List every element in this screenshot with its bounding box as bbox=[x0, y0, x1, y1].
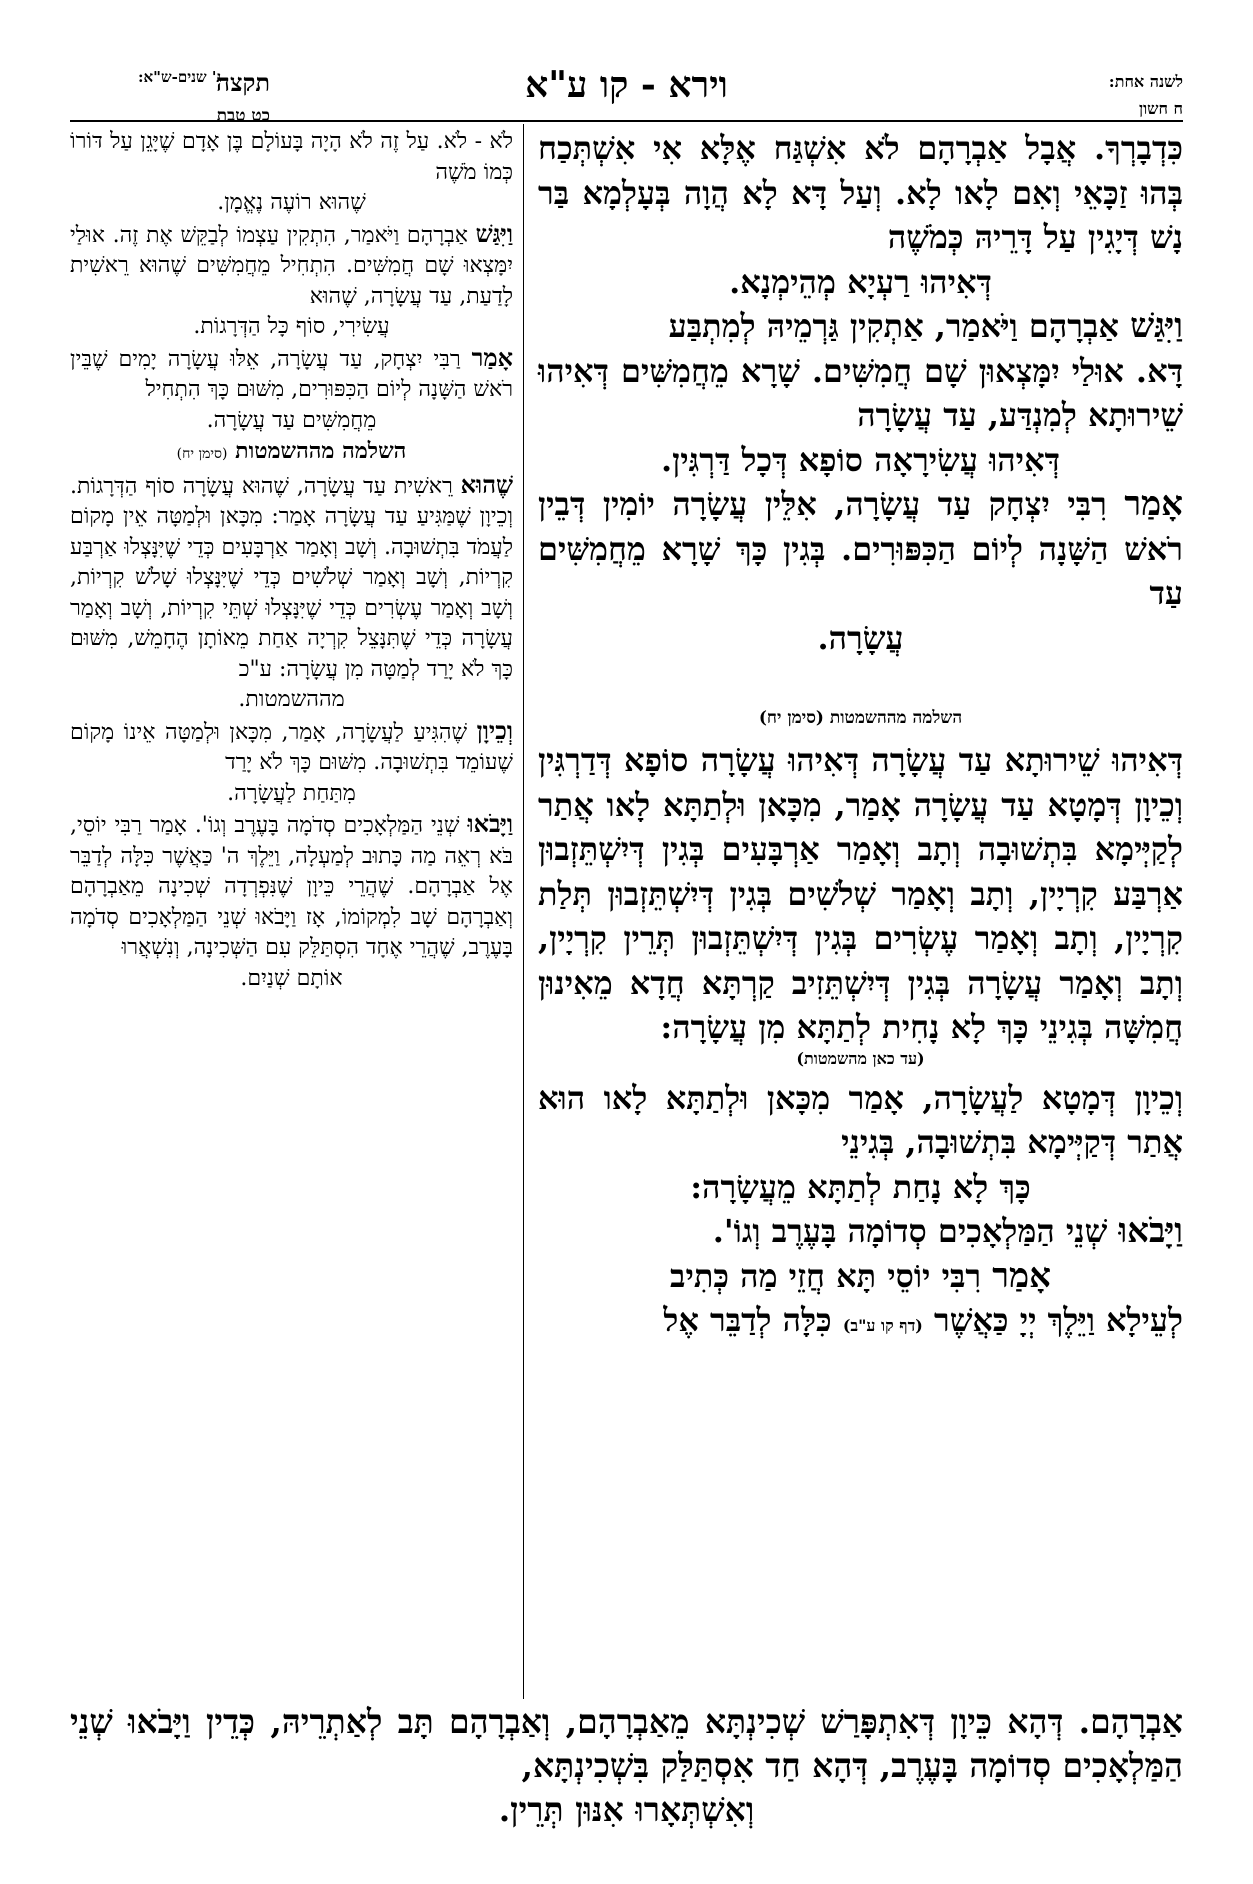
side-text: רַבִּי יִצְחָק, עַד עֲשָׂרָה, אֵלּוּ עֲשָׂרָה יָמִים שֶׁבֵּין רֹאשׁ הַשָּׁנָה לְיוֹם הַכִּפּוּרִים, מִשּׁוּם כָּךְ הִתְחִיל bbox=[70, 346, 513, 402]
side-text: אַבְרָהָם וַיֹּאמַר, הִתְקִין עַצְמוֹ לְבַקֵּשׁ אֶת זֶה. אוּלַי יִמָּצְאוּ שָׁם חֲמִשִּׁים. הִתְחִיל מֵחֲמִשִּׁים שֶׁהוּא רֵאשִׁית לָדַעַת, עַד עֲשָׂרָה, שֶׁהוּא bbox=[70, 222, 513, 309]
page-reference: (דף קו ע"ב) bbox=[842, 1316, 923, 1335]
main-paragraph bbox=[538, 1298, 1183, 1349]
main-paragraph-end: עֲשָׂרָה. bbox=[817, 618, 904, 657]
main-paragraph: וְכֵיוָן דְּמָטָא לַעֲשָׂרָה, אָמַר מִכָּאן וּלְתַתָּא לָאו הוּא אֲתַר דְּקַיְּימָא בִּתְשׁוּבָה, בְּגִינֵי bbox=[538, 1078, 1183, 1161]
side-column-translation bbox=[70, 127, 513, 994]
page-header bbox=[70, 60, 1183, 126]
end-note: (עד כאן מהשמטות) bbox=[796, 1048, 925, 1068]
header-cycle-meta: ג' שנים-ש"א: bbox=[138, 68, 222, 86]
bottom-full-width-text bbox=[70, 1700, 1183, 1832]
header-rule bbox=[70, 120, 1183, 122]
column-divider bbox=[523, 124, 524, 1699]
main-paragraph: דְּאִיהוּ שֵׁירוּתָא עַד עֲשָׂרָה דְּאִיהוּ עֲשָׂרָה סוֹפָא דְּדַרְגִּין וְכֵיוָן דְּמָטָא עַד עֲשָׂרָה אָמַר, מִכָּאן וּלְתַתָּא לָאו אֲתַר לְקַיְּימָא בִּתְשׁוּבָה וְתָב וְאָמַר אַרְבָּעִים בְּגִין דְּיִשְׁתֵּזְבוּן אַרְבַּע קִרְיָין, וְתָב וְאָמַר שְׁלֹשִׁים בְּגִין דְּיִשְׁתֵּזְבוּן תְּלַת קִרְיָין, וְתָב וְאָמַר עֶשְׂרִים בְּגִין דְּיִשְׁתֵּזְבוּן תְּרֵין קִרְיָין, וְתָב וְאָמַר עֲשָׂרָה בְּגִין דְּיִשְׁתֵּזִיב קַרְתָּא חֲדָא מֵאִינוּן חֲמִשָּׁה בְּגִינֵי כָּךְ לָא נָחִית לְתַתָּא מִן עֲשָׂרָה: bbox=[538, 741, 1183, 1046]
main-paragraph bbox=[538, 126, 1183, 260]
bottom-paragraph-end: וְאִשְׁתְּאָרוּ אִנּוּן תְּרֵין. bbox=[498, 1790, 755, 1829]
lead-word: וַיָּבֹאוּ bbox=[467, 809, 513, 838]
side-paragraph bbox=[70, 809, 513, 964]
main-text: כִּלָּה לְדַבֵּר אֶל bbox=[663, 1301, 843, 1339]
side-text: שְׁנֵי הַמַּלְאָכִים סְדֹמָה בָּעֶרֶב וְגוֹ'. אָמַר רַבִּי יוֹסֵי, בֹּא רְאֵה מַה כָּתוּב לְמַעְלָה, וַיֵּלֶךְ ה' כַּאֲשֶׁר כִּלָּה לְדַבֵּר אֶל אַבְרָהָם. שֶׁהֲרֵי כֵּיוָן שֶׁנִּפְרְדָה שְׁכִינָה מֵאַבְרָהָם וְאַבְרָהָם שָׁב לִמְקוֹמוֹ, אָז וַיָּבֹאוּ שְׁנֵי הַמַּלְאָכִים סְדֹמָה בָּעֶרֶב, שֶׁהֲרֵי אֶחָד הִסְתַּלֵּק עִם הַשְּׁכִינָה, וְנִשְׁאֲרוּ bbox=[70, 813, 513, 960]
lead-word: וְכֵיוָן bbox=[476, 715, 513, 745]
header-date-right: ח חשון bbox=[1138, 99, 1183, 118]
main-text: רִבִּי יוֹסֵי תָּא חֲזֵי מַה כְּתִיב bbox=[670, 1256, 993, 1295]
main-paragraph bbox=[538, 304, 1183, 349]
main-paragraph bbox=[538, 1254, 1183, 1299]
main-paragraph-end: דְּאִיהוּ רַעְיָא מְהֵימְנָא. bbox=[729, 262, 992, 301]
section-heading bbox=[70, 436, 513, 470]
side-paragraph bbox=[70, 219, 513, 313]
lead-word: וַיִּגַּשׁ bbox=[1130, 306, 1183, 346]
main-paragraph-end: דְּאִיהוּ עֲשִׂירָאָה סוֹפָא דְּכָל דַּרְגִּין. bbox=[660, 440, 1060, 479]
main-paragraph: דָּא. אוּלַי יִמָּצְאוּן שָׁם חֲמִשִּׁים. שָׁרָא מֵחֲמִשִּׁים דְּאִיהוּ שֵׁירוּתָא לְמִנְדַּע, עַד עֲשָׂרָה bbox=[538, 351, 1183, 434]
lead-word: וַיָּבֹאוּ bbox=[1118, 1211, 1183, 1251]
side-paragraph-end: אוֹתָם שְׁנַיִם. bbox=[240, 965, 343, 991]
header-cycle-label: לשנה אחת: bbox=[1108, 72, 1183, 91]
side-text: שֶׁהִגִּיעַ לַעֲשָׂרָה, אָמַר, מִכָּאן וּלְמַטָּה אֵינוֹ מָקוֹם שֶׁעוֹמֵד בִּתְשׁוּבָה. מִשּׁוּם כָּךְ לֹא יָרַד bbox=[70, 719, 513, 775]
lead-word: אָמַר bbox=[992, 1255, 1051, 1296]
main-paragraph-end: כָּךְ לָא נָחַת לְתַתָּא מֵעֲשָׂרָה: bbox=[690, 1167, 1031, 1206]
lead-word: אָמַר bbox=[1124, 484, 1183, 524]
side-text: רֵאשִׁית עַד עֲשָׂרָה, שֶׁהוּא עֲשָׂרָה סוֹף הַדְּרָגוֹת. וְכֵיוָן שֶׁמַּגִּיעַ עַד עֲשָׂרָה אָמַר: מִכָּאן וּלְמַטָּה אֵין מָקוֹם לַעֲמֹד בִּתְשׁוּבָה. וְשָׁב וְאָמַר אַרְבָּעִים כְּדֵי שֶׁיִּנָּצְלוּ אַרְבַּע קִרְיוֹת, וְשָׁב וְאָמַר שְׁלֹשִׁים כְּדֵי שֶׁיִּנָּצְלוּ שָׁלֹשׁ קִרְיוֹת, וְשָׁב וְאָמַר עֶשְׂרִים כְּדֵי שֶׁיִּנָּצְלוּ שְׁתֵּי קִרְיוֹת, וְשָׁב וְאָמַר עֲשָׂרָה כְּדֵי שֶׁתִּנָּצֵל קִרְיָה אַחַת מֵאוֹתָן הֶחָמֵשׁ, מִשּׁוּם כָּךְ לֹא יָרַד לְמַטָּה מִן עֲשָׂרָה: ע"כ bbox=[70, 473, 513, 682]
header-page-number: תקצה bbox=[216, 68, 270, 97]
main-paragraph bbox=[538, 1209, 1183, 1254]
main-column-aramaic bbox=[538, 126, 1183, 1349]
header-date-left: כט טבת bbox=[216, 106, 270, 126]
section-heading: השלמה מההשמטות (סימן יח) bbox=[758, 708, 963, 728]
side-paragraph-end: מההשמטות. bbox=[238, 687, 345, 712]
side-paragraph-end: שֶׁהוּא רוֹעֶה נֶאֱמָן. bbox=[217, 190, 366, 215]
main-text: אַבְרָהָם וַיֹּאמַר, אַתְקִין גַּרְמֵיהּ לְמִתְבַּע bbox=[668, 307, 1131, 345]
side-paragraph bbox=[70, 716, 513, 779]
main-text: שְׁנֵי הַמַּלְאָכִים סְדוֹמָה בָּעֶרֶב וְגוֹ'. bbox=[712, 1212, 1119, 1250]
page-title: וירא - קו ע"א bbox=[525, 64, 728, 106]
main-text: לְעֵילָא וַיֵּלֶךְ יְיָ כַּאֲשֶׁר bbox=[922, 1301, 1183, 1339]
side-paragraph-end: עֲשִׂירִי, סוֹף כָּל הַדְּרָגוֹת. bbox=[193, 314, 390, 339]
header-right-block bbox=[1109, 68, 1183, 122]
main-text: כִּדְבָרְךָ. אֲבָל אַבְרָהָם לֹא אִשְׁגַּח אֶלָּא אִי אִשְׁתְּכַח בְּהוּ זַכָּאֵי וְאִם לָאו לָא. וְעַל דָּא לָא הֲוָה בְּעָלְמָא בַּר נָשׁ דְּיָגִין עַל דָּרֵיהּ כְּמֹשֶׁה bbox=[538, 129, 1183, 256]
lead-word: אָמַר bbox=[471, 342, 513, 372]
section-title: השלמה מההשמטות bbox=[235, 438, 407, 464]
side-paragraph-end: מֵחֲמִשִּׁים עַד עֲשָׂרָה. bbox=[206, 407, 377, 433]
lead-word: וַיִּגַּשׁ bbox=[475, 218, 513, 248]
side-paragraph-end: מִתַּחַת לַעֲשָׂרָה. bbox=[227, 780, 356, 806]
side-paragraph bbox=[70, 343, 513, 406]
lead-word: שֶׁהוּא bbox=[460, 469, 513, 499]
side-paragraph bbox=[70, 470, 513, 686]
side-paragraph: לֹא - לֹא. עַל זֶה לֹא הָיָה בָּעוֹלָם בֶּן אָדָם שֶׁיָּגֵן עַל דּוֹרוֹ כְּמוֹ מֹשֶׁה bbox=[70, 129, 513, 185]
bottom-paragraph: אַבְרָהָם. דְּהָא כֵּיוָן דְּאִתְפָּרַשׁ שְׁכִינְתָּא מֵאַבְרָהָם, וְאַבְרָהָם תָּב לְאַתְרֵיהּ, כְּדֵין וַיָּבֹאוּ שְׁנֵי הַמַּלְאָכִים סְדוֹמָה בָּעֶרֶב, דְּהָא חַד אִסְתַּלַּק בִּשְׁכִינְתָּא, bbox=[70, 1702, 1183, 1785]
main-text: רִבִּי יִצְחָק עַד עֲשָׂרָה, אִלֵּין עֲשָׂרָה יוֹמִין דְּבֵין רֹאשׁ הַשָּׁנָה לְיוֹם הַכִּפּוּרִים. בְּגִין כָּךְ שָׁרָא מֵחֲמִשִּׁים עַד bbox=[538, 485, 1183, 612]
main-paragraph bbox=[538, 482, 1183, 616]
section-ref: (סימן יח) bbox=[176, 446, 228, 462]
